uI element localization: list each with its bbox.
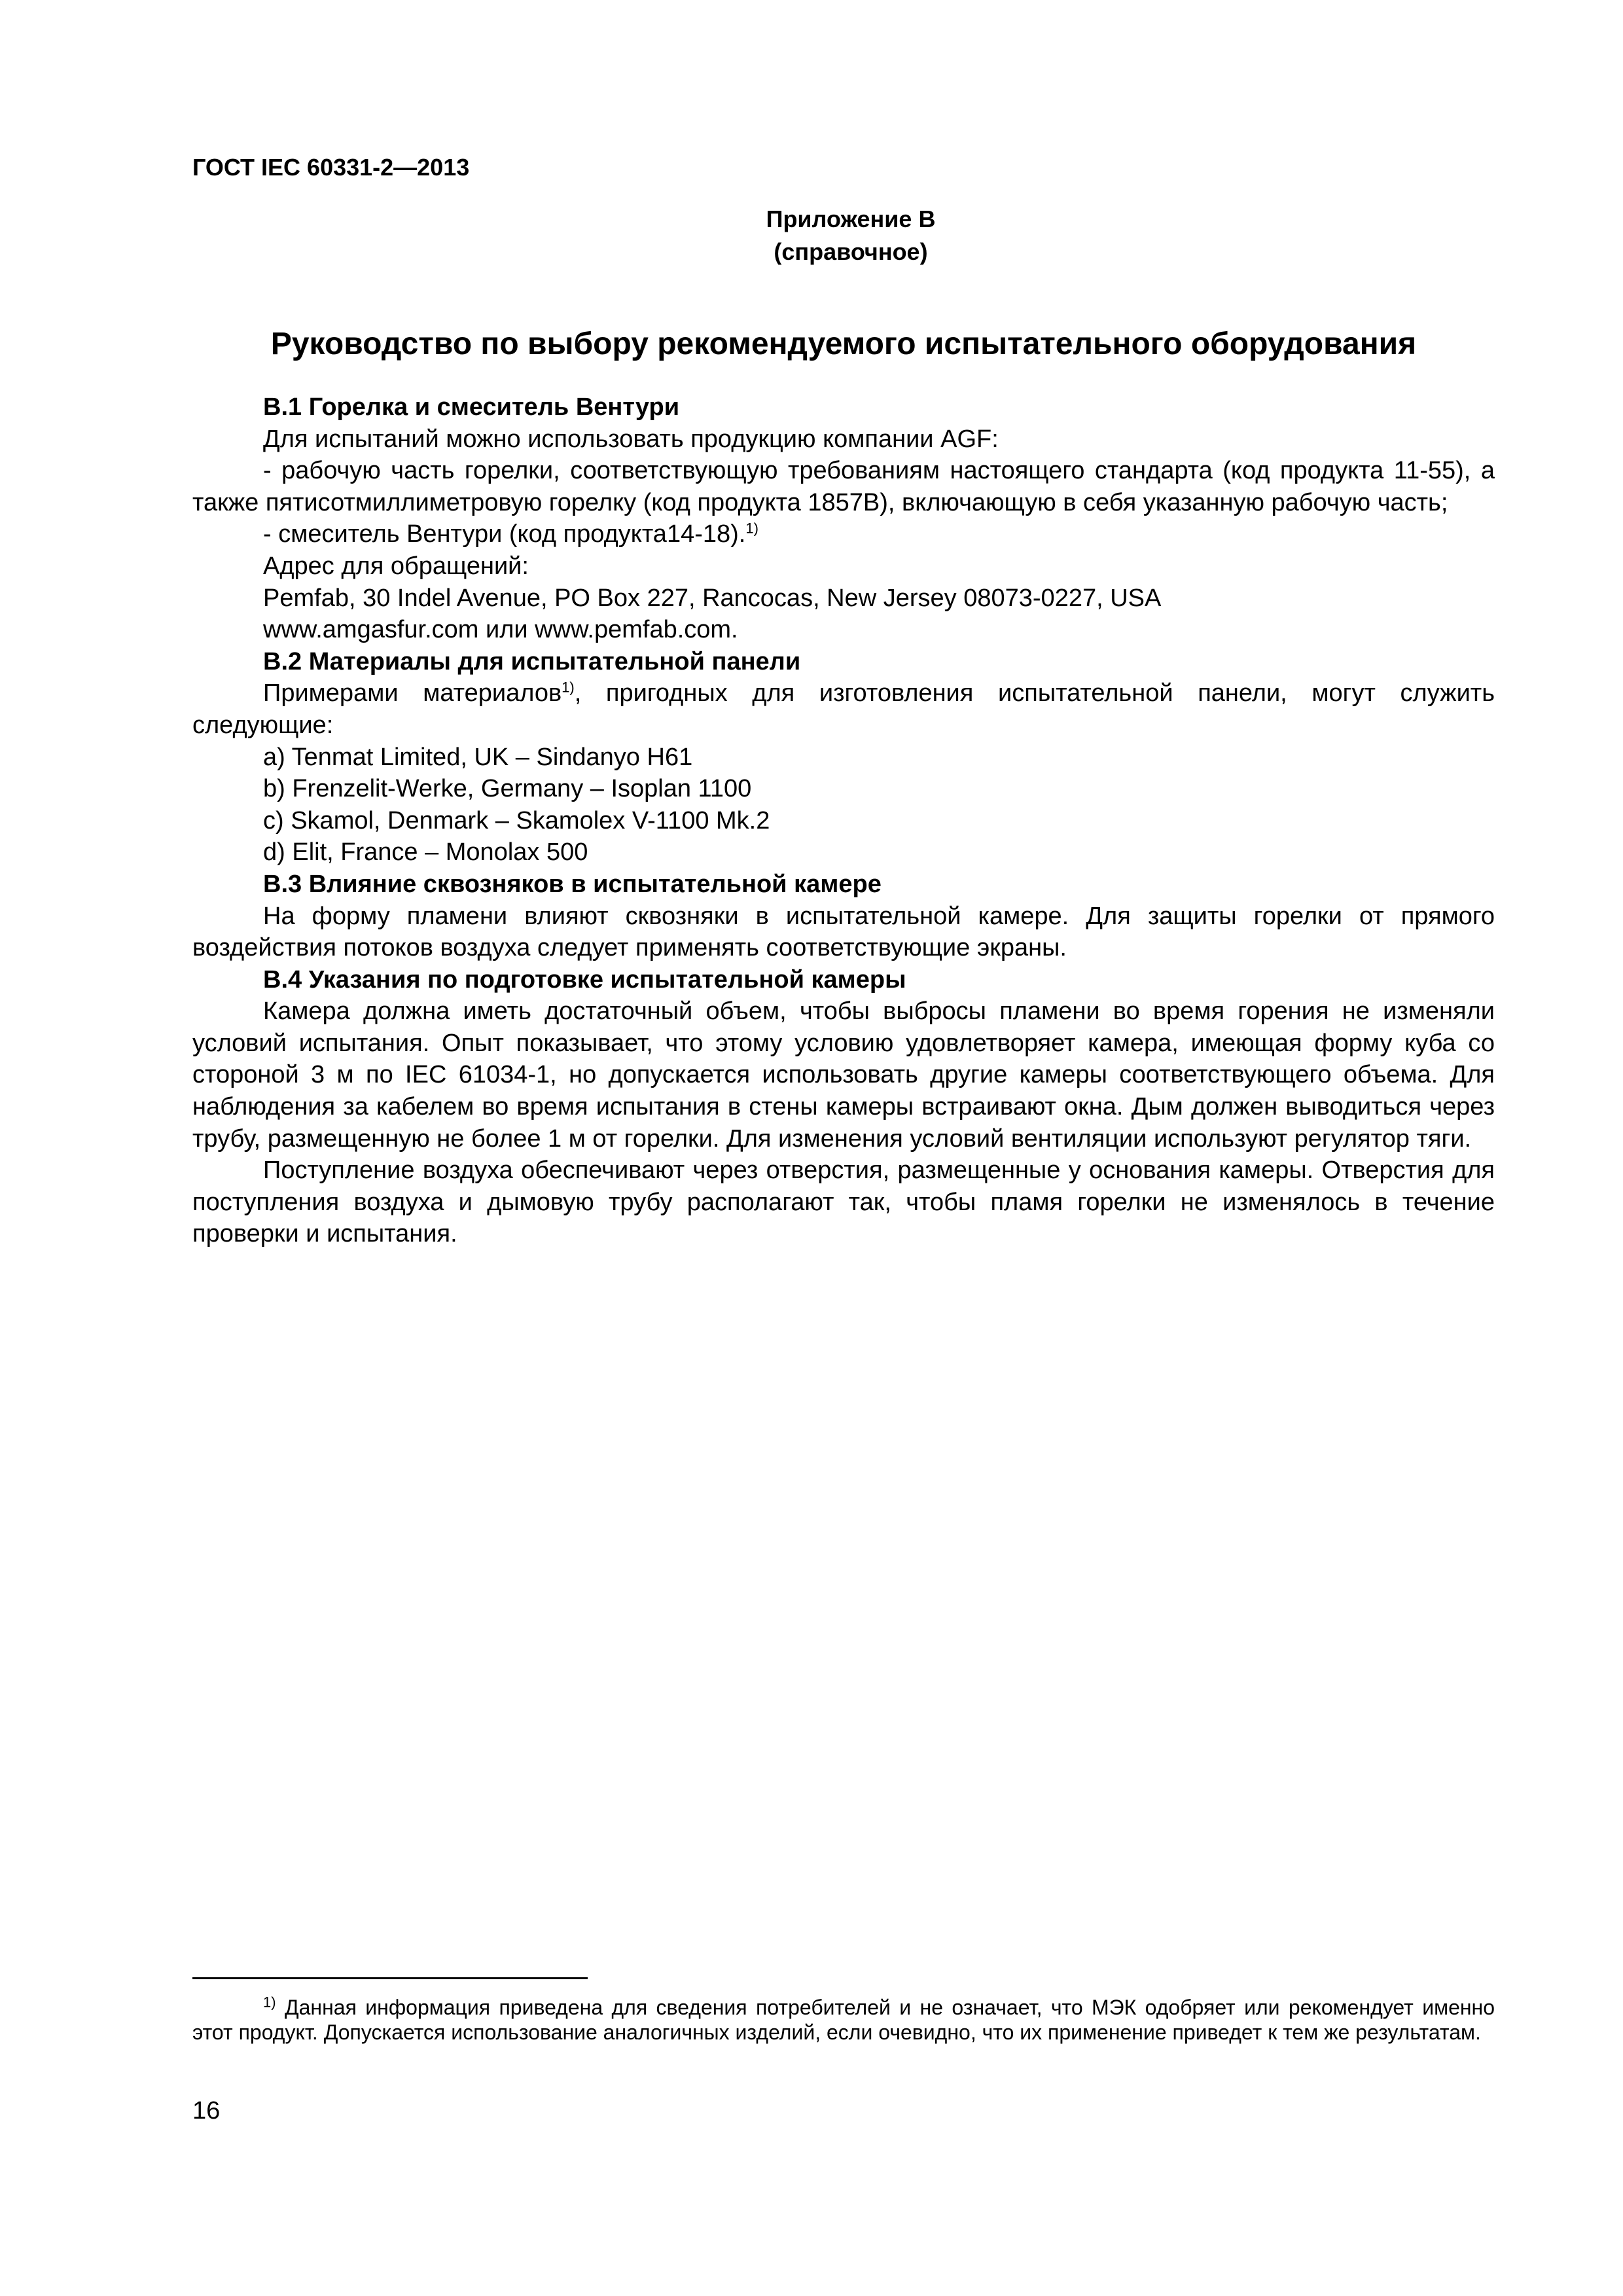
page-number: 16 — [192, 2097, 221, 2125]
section-b4-para2: Поступление воздуха обеспечивают через отверстия, размещенные у основания камеры. Отверстия для поступления воздуха и дымовую трубу располагают так, чтобы пламя горелки не изменялось в течение проверки и испытания. — [192, 1157, 1495, 1248]
appendix-title: Приложение В — [766, 206, 936, 232]
section-b1-address: Pemfab, 30 Indel Avenue, PO Box 227, Rancocas, New Jersey 08073-0227, USA — [263, 584, 1162, 612]
section-b1-address-label: Адрес для обращений: — [263, 552, 529, 580]
list-item: a) Tenmat Limited, UK – Sindanyo H61 — [263, 743, 693, 771]
list-item: d) Elit, France – Monolax 500 — [263, 838, 588, 867]
section-b1-websites: www.amgasfur.com или www.pemfab.com. — [263, 616, 738, 644]
appendix-type: (справочное) — [774, 238, 928, 265]
footnote — [192, 1995, 1495, 2045]
section-b1-item2 — [192, 518, 1495, 550]
section-b2-intro-part1: Примерами материалов — [263, 679, 562, 708]
footnote-marker: 1) — [263, 1994, 276, 2011]
document-code: ГОСТ IEC 60331-2—2013 — [192, 154, 470, 181]
page-title: Руководство по выбору рекомендуемого испытательного оборудования — [270, 327, 1417, 361]
section-b4-heading: В.4 Указания по подготовке испытательной камеры — [263, 965, 906, 994]
section-b1-intro: Для испытаний можно использовать продукцию компании AGF: — [263, 425, 999, 453]
body-text — [192, 391, 1495, 1250]
section-b2-intro-part2: , пригодных для изготовления испытательной панели, могут служить следующие: — [192, 679, 1495, 739]
footnote-text — [192, 1995, 1495, 2045]
list-item: b) Frenzelit-Werke, Germany – Isoplan 1100 — [263, 775, 752, 803]
section-b1-item2-text: - смеситель Вентури (код продукта14-18). — [263, 520, 746, 548]
section-b4-para1: Камера должна иметь достаточный объем, чтобы выбросы пламени во время горения не изменяли условий испытания. Опыт показывает, что этому условию удовлетворяет камера, имеющая форму куба со стороной 3 м по IEC 61034-1, но допускается использовать другие камеры соответствующего объема. Для наблюдения за кабелем во время испытания в стены камеры встраивают окна. Дым должен выводиться через трубу, размещенную не более 1 м от горелки. Для изменения условий вентиляции используют регулятор тяги. — [192, 997, 1495, 1153]
footnote-ref: 1) — [562, 679, 575, 696]
section-b1-heading: В.1 Горелка и смеситель Вентури — [263, 393, 680, 421]
section-b1-item1: - рабочую часть горелки, соответствующую требованиям настоящего стандарта (код продукта 11-55), а также пятисотмиллиметровую горелку (код продукта 1857В), включающую в себя указанную рабочую часть; — [192, 457, 1495, 516]
footnote-ref: 1) — [745, 520, 758, 537]
appendix-label — [720, 203, 982, 268]
section-b3-heading: В.3 Влияние сквозняков в испытательной камере — [263, 870, 882, 898]
section-b2-intro — [192, 677, 1495, 741]
footnote-body: Данная информация приведена для сведения потребителей и не означает, что МЭК одобряет или рекомендует именно этот продукт. Допускается использование аналогичных изделий, если очевидно, что их применение приведет к тем же результатам. — [192, 1996, 1495, 2044]
section-b2-heading: В.2 Материалы для испытательной панели — [263, 647, 801, 675]
section-b3-text: На форму пламени влияют сквозняки в испытательной камере. Для защиты горелки от прямого воздействия потоков воздуха следует применять соответствующие экраны. — [192, 902, 1495, 962]
footnote-divider — [192, 1977, 588, 1979]
list-item: c) Skamol, Denmark – Skamolex V-1100 Mk.2 — [263, 806, 770, 834]
